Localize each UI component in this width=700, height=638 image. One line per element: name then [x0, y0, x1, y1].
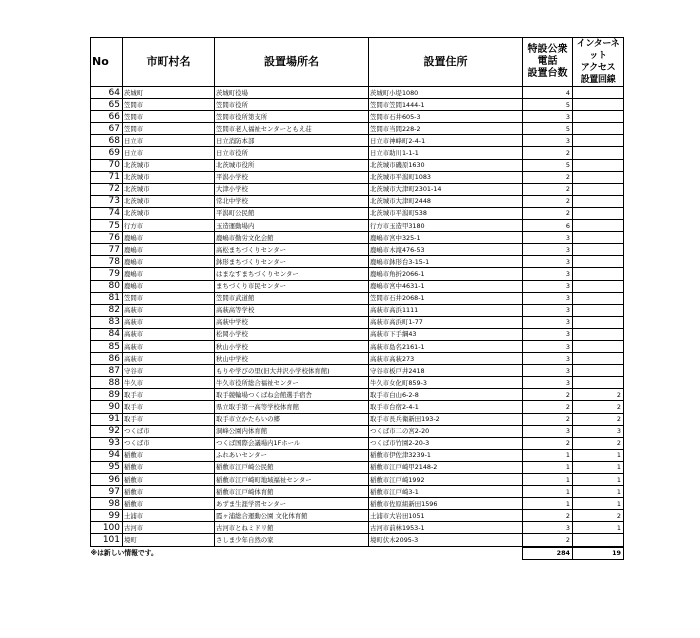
cell-internet-lines: [573, 99, 624, 111]
cell-internet-lines: [573, 123, 624, 135]
cell-city: 北茨城市: [123, 207, 215, 219]
total-phone-count: 284: [523, 547, 573, 560]
cell-place: 高松まちづくりセンター: [215, 244, 369, 256]
cell-place: 高萩高等学校: [215, 304, 369, 316]
cell-city: 境町: [123, 534, 215, 547]
cell-internet-lines: [573, 534, 624, 547]
cell-address: 日立市助川1-1-1: [369, 147, 523, 159]
table-row: [91, 220, 624, 232]
cell-city: 笠間市: [123, 111, 215, 123]
cell-phone-count: 2: [523, 389, 573, 401]
cell-city: 稲敷市: [123, 474, 215, 486]
cell-phone-count: 3: [523, 256, 573, 268]
table-row: [91, 353, 624, 365]
table-row: [91, 449, 624, 461]
cell-internet-lines: [573, 365, 624, 377]
cell-address: 北茨城市磯原1630: [369, 159, 523, 171]
header-phone-count: [523, 38, 573, 87]
cell-no: 70: [91, 159, 123, 171]
header-no: No: [91, 38, 123, 87]
cell-no: 79: [91, 268, 123, 280]
cell-phone-count: 3: [523, 353, 573, 365]
cell-city: 鹿嶋市: [123, 256, 215, 268]
cell-no: 74: [91, 207, 123, 219]
cell-phone-count: 3: [523, 316, 573, 328]
footer-note: ※は新しい情報です。: [90, 549, 158, 558]
cell-no: 90: [91, 401, 123, 413]
cell-city: 日立市: [123, 135, 215, 147]
cell-internet-lines: 3: [573, 425, 624, 437]
table-row: [91, 292, 624, 304]
cell-internet-lines: [573, 159, 624, 171]
cell-internet-lines: [573, 135, 624, 147]
cell-address: 土浦市大岩田1051: [369, 510, 523, 522]
table-row: [91, 159, 624, 171]
table-row: [91, 316, 624, 328]
cell-place: 笠間市老人福祉センターともえ荘: [215, 123, 369, 135]
cell-city: 北茨城市: [123, 183, 215, 195]
cell-address: 鹿嶋市宮中325-1: [369, 232, 523, 244]
cell-internet-lines: [573, 147, 624, 159]
table-row: [91, 377, 624, 389]
cell-city: 稲敷市: [123, 449, 215, 461]
cell-no: 69: [91, 147, 123, 159]
cell-address: 取手市白山6-2-8: [369, 389, 523, 401]
cell-no: 87: [91, 365, 123, 377]
cell-address: 稲敷市伊佐津3239-1: [369, 449, 523, 461]
cell-internet-lines: 2: [573, 389, 624, 401]
cell-address: 高萩市下手綱43: [369, 328, 523, 340]
cell-internet-lines: [573, 256, 624, 268]
cell-address: 稲敷市江戸崎甲2148-2: [369, 461, 523, 473]
cell-phone-count: 2: [523, 147, 573, 159]
cell-no: 84: [91, 328, 123, 340]
table-row: [91, 474, 624, 486]
cell-no: 101: [91, 534, 123, 547]
cell-phone-count: 2: [523, 207, 573, 219]
cell-phone-count: 1: [523, 449, 573, 461]
cell-address: 北茨城市平潟町538: [369, 207, 523, 219]
cell-address: 日立市神峰町2-4-1: [369, 135, 523, 147]
cell-address: 古河市前林1953-1: [369, 522, 523, 534]
cell-internet-lines: 1: [573, 486, 624, 498]
table-header-row: [91, 38, 624, 87]
cell-no: 78: [91, 256, 123, 268]
table-body: [91, 87, 624, 547]
cell-city: 古河市: [123, 522, 215, 534]
cell-address: 高萩市島名2161-1: [369, 340, 523, 352]
cell-place: 大津小学校: [215, 183, 369, 195]
installation-table: [90, 37, 624, 560]
cell-place: さしま少年自然の家: [215, 534, 369, 547]
header-phone-line-1: 特設公衆: [527, 44, 568, 55]
cell-no: 86: [91, 353, 123, 365]
cell-internet-lines: [573, 244, 624, 256]
cell-no: 99: [91, 510, 123, 522]
cell-phone-count: 3: [523, 268, 573, 280]
cell-no: 77: [91, 244, 123, 256]
cell-phone-count: 3: [523, 425, 573, 437]
cell-phone-count: 2: [523, 401, 573, 413]
cell-city: 稲敷市: [123, 486, 215, 498]
cell-no: 80: [91, 280, 123, 292]
table-row: [91, 534, 624, 547]
cell-place: 日立市役所: [215, 147, 369, 159]
cell-address: 稲敷市佐原組新田1596: [369, 498, 523, 510]
cell-no: 93: [91, 437, 123, 449]
cell-no: 98: [91, 498, 123, 510]
cell-address: 笠間市石井2068-1: [369, 292, 523, 304]
cell-address: 北茨城市平潟町1083: [369, 171, 523, 183]
cell-no: 85: [91, 340, 123, 352]
cell-phone-count: 3: [523, 377, 573, 389]
cell-internet-lines: [573, 195, 624, 207]
cell-phone-count: 1: [523, 474, 573, 486]
cell-city: 鹿嶋市: [123, 280, 215, 292]
cell-address: 牛久市女化町859-3: [369, 377, 523, 389]
header-phone-line-3: 設置台数: [527, 68, 568, 79]
table-row: [91, 171, 624, 183]
cell-phone-count: 3: [523, 328, 573, 340]
cell-place: 古河市とねミドリ館: [215, 522, 369, 534]
cell-city: 笠間市: [123, 292, 215, 304]
cell-address: 高萩市高萩273: [369, 353, 523, 365]
cell-address: 茨城町小堤1080: [369, 87, 523, 99]
header-city: 市町村名: [123, 38, 215, 87]
cell-phone-count: 3: [523, 365, 573, 377]
cell-internet-lines: 2: [573, 401, 624, 413]
cell-internet-lines: [573, 377, 624, 389]
cell-place: もりや学びの里(旧大井沢小学校体育館): [215, 365, 369, 377]
table-row: [91, 328, 624, 340]
cell-no: 76: [91, 232, 123, 244]
cell-phone-count: 4: [523, 87, 573, 99]
table-row: [91, 365, 624, 377]
cell-place: 平潟町公民館: [215, 207, 369, 219]
cell-phone-count: 1: [523, 461, 573, 473]
cell-phone-count: 3: [523, 304, 573, 316]
cell-city: 取手市: [123, 401, 215, 413]
table-row: [91, 401, 624, 413]
cell-place: 北茨城市役所: [215, 159, 369, 171]
cell-place: 稲敷市江戸崎町地域福祉センター: [215, 474, 369, 486]
cell-phone-count: 3: [523, 232, 573, 244]
cell-no: 68: [91, 135, 123, 147]
cell-place: 日立消防本部: [215, 135, 369, 147]
cell-no: 94: [91, 449, 123, 461]
table-row: [91, 183, 624, 195]
cell-internet-lines: [573, 268, 624, 280]
table-row: [91, 510, 624, 522]
cell-place: 県立取手第一高等学校体育館: [215, 401, 369, 413]
cell-no: 65: [91, 99, 123, 111]
cell-no: 83: [91, 316, 123, 328]
total-row: [91, 547, 624, 560]
table-row: [91, 232, 624, 244]
cell-city: 鹿嶋市: [123, 232, 215, 244]
cell-place: 取手競輪場つくばね会館選手宿舎: [215, 389, 369, 401]
table-row: [91, 147, 624, 159]
header-internet-lines: [573, 38, 624, 87]
table-row: [91, 304, 624, 316]
cell-phone-count: 3: [523, 522, 573, 534]
cell-city: 守谷市: [123, 365, 215, 377]
table-row: [91, 244, 624, 256]
cell-address: 鹿嶋市木滝476-53: [369, 244, 523, 256]
cell-address: 稲敷市江戸崎1992: [369, 474, 523, 486]
cell-place: 笠間市役所第支所: [215, 111, 369, 123]
cell-city: 稲敷市: [123, 461, 215, 473]
cell-phone-count: 3: [523, 280, 573, 292]
cell-internet-lines: 1: [573, 474, 624, 486]
cell-phone-count: 2: [523, 437, 573, 449]
header-internet-line-2: アクセス: [580, 63, 616, 73]
cell-internet-lines: [573, 232, 624, 244]
cell-address: 境町伏木2095-3: [369, 534, 523, 547]
cell-address: 高萩市高浜1111: [369, 304, 523, 316]
table-row: [91, 280, 624, 292]
cell-no: 64: [91, 87, 123, 99]
cell-no: 91: [91, 413, 123, 425]
cell-place: まちづくり市民センター: [215, 280, 369, 292]
cell-internet-lines: 1: [573, 498, 624, 510]
cell-city: 笠間市: [123, 123, 215, 135]
cell-city: 高萩市: [123, 340, 215, 352]
table-row: [91, 413, 624, 425]
cell-city: 高萩市: [123, 304, 215, 316]
cell-internet-lines: [573, 328, 624, 340]
cell-internet-lines: 1: [573, 522, 624, 534]
header-address: 設置住所: [369, 38, 523, 87]
cell-phone-count: 5: [523, 123, 573, 135]
cell-no: 71: [91, 171, 123, 183]
cell-no: 88: [91, 377, 123, 389]
cell-address: 鹿嶋市鉢形台3-15-1: [369, 256, 523, 268]
table-row: [91, 135, 624, 147]
cell-address: 稲敷市江戸崎3-1: [369, 486, 523, 498]
cell-place: 玉造運動場内: [215, 220, 369, 232]
cell-city: 行方市: [123, 220, 215, 232]
cell-phone-count: 3: [523, 244, 573, 256]
cell-place: ふれあいセンター: [215, 449, 369, 461]
cell-place: 鉢形まちづくりセンター: [215, 256, 369, 268]
cell-address: 鹿嶋市宮中4631-1: [369, 280, 523, 292]
cell-internet-lines: [573, 207, 624, 219]
cell-place: 牛久市役所総合福祉センター: [215, 377, 369, 389]
cell-place: 高萩中学校: [215, 316, 369, 328]
cell-no: 82: [91, 304, 123, 316]
cell-no: 97: [91, 486, 123, 498]
table-row: [91, 87, 624, 99]
cell-place: 洞峰公園内体育館: [215, 425, 369, 437]
table-row: [91, 498, 624, 510]
cell-address: 北茨城市大津町2301-14: [369, 183, 523, 195]
cell-address: つくば市竹園2-20-3: [369, 437, 523, 449]
cell-place: 平潟小学校: [215, 171, 369, 183]
cell-place: 松岡小学校: [215, 328, 369, 340]
cell-internet-lines: [573, 111, 624, 123]
cell-place: 稲敷市江戸崎体育館: [215, 486, 369, 498]
cell-place: 常北中学校: [215, 195, 369, 207]
cell-city: 北茨城市: [123, 171, 215, 183]
cell-address: 取手市長兵衛新田193-2: [369, 413, 523, 425]
cell-place: 笠間市役所: [215, 99, 369, 111]
cell-city: 牛久市: [123, 377, 215, 389]
cell-no: 96: [91, 474, 123, 486]
cell-place: あずま生涯学習センター: [215, 498, 369, 510]
cell-internet-lines: [573, 171, 624, 183]
cell-phone-count: 2: [523, 510, 573, 522]
table-row: [91, 195, 624, 207]
cell-phone-count: 3: [523, 340, 573, 352]
cell-city: 鹿嶋市: [123, 268, 215, 280]
cell-phone-count: 5: [523, 159, 573, 171]
cell-place: 秋山小学校: [215, 340, 369, 352]
table-row: [91, 111, 624, 123]
cell-city: 高萩市: [123, 328, 215, 340]
header-internet-line-3: 設置回線: [580, 75, 616, 85]
cell-city: 取手市: [123, 413, 215, 425]
cell-place: 鹿嶋市勤労文化会館: [215, 232, 369, 244]
cell-phone-count: 1: [523, 498, 573, 510]
cell-phone-count: 3: [523, 111, 573, 123]
table-row: [91, 437, 624, 449]
cell-place: 茨城町役場: [215, 87, 369, 99]
cell-phone-count: 6: [523, 220, 573, 232]
cell-address: 笠間市笠間1444-1: [369, 99, 523, 111]
cell-place: 稲敷市江戸崎公民館: [215, 461, 369, 473]
table-row: [91, 207, 624, 219]
cell-address: 北茨城市大津町2448: [369, 195, 523, 207]
cell-city: 笠間市: [123, 99, 215, 111]
cell-no: 73: [91, 195, 123, 207]
table-row: [91, 268, 624, 280]
cell-address: 笠間市当間228-2: [369, 123, 523, 135]
cell-address: 鹿嶋市角折2066-1: [369, 268, 523, 280]
cell-city: 茨城町: [123, 87, 215, 99]
cell-no: 72: [91, 183, 123, 195]
cell-city: 鹿嶋市: [123, 244, 215, 256]
table-row: [91, 340, 624, 352]
table-row: [91, 461, 624, 473]
installation-list-sheet: [90, 37, 624, 560]
cell-no: 66: [91, 111, 123, 123]
cell-address: 笠間市石井605-3: [369, 111, 523, 123]
cell-city: つくば市: [123, 425, 215, 437]
table-row: [91, 425, 624, 437]
cell-internet-lines: [573, 340, 624, 352]
cell-place: つくば国際会議場内1Fホール: [215, 437, 369, 449]
cell-phone-count: 2: [523, 171, 573, 183]
table-row: [91, 389, 624, 401]
cell-phone-count: 5: [523, 99, 573, 111]
table-row: [91, 522, 624, 534]
cell-internet-lines: 2: [573, 510, 624, 522]
cell-no: 67: [91, 123, 123, 135]
cell-address: 守谷市板戸井2418: [369, 365, 523, 377]
cell-city: 北茨城市: [123, 159, 215, 171]
cell-internet-lines: [573, 183, 624, 195]
cell-no: 81: [91, 292, 123, 304]
cell-internet-lines: [573, 220, 624, 232]
cell-no: 95: [91, 461, 123, 473]
cell-city: 土浦市: [123, 510, 215, 522]
cell-no: 100: [91, 522, 123, 534]
cell-address: 取手市台宿2-4-1: [369, 401, 523, 413]
cell-city: 稲敷市: [123, 498, 215, 510]
cell-phone-count: 1: [523, 486, 573, 498]
cell-internet-lines: 1: [573, 461, 624, 473]
cell-place: 笠間市武道館: [215, 292, 369, 304]
cell-internet-lines: [573, 304, 624, 316]
table-row: [91, 99, 624, 111]
header-phone-line-2: 電話: [537, 56, 558, 67]
cell-internet-lines: 1: [573, 449, 624, 461]
cell-place: 霞ヶ浦総合運動公園 文化体育館: [215, 510, 369, 522]
cell-internet-lines: 2: [573, 437, 624, 449]
cell-address: 行方市玉造甲3180: [369, 220, 523, 232]
cell-place: 秋山中学校: [215, 353, 369, 365]
cell-no: 89: [91, 389, 123, 401]
cell-city: つくば市: [123, 437, 215, 449]
cell-phone-count: 2: [523, 195, 573, 207]
cell-phone-count: 3: [523, 292, 573, 304]
cell-no: 75: [91, 220, 123, 232]
cell-city: 北茨城市: [123, 195, 215, 207]
cell-place: 取手市立かたらいの郷: [215, 413, 369, 425]
cell-internet-lines: [573, 280, 624, 292]
table-row: [91, 256, 624, 268]
cell-phone-count: 3: [523, 135, 573, 147]
cell-city: 高萩市: [123, 353, 215, 365]
cell-phone-count: 2: [523, 534, 573, 547]
cell-internet-lines: [573, 292, 624, 304]
table-row: [91, 123, 624, 135]
cell-address: 高萩市高浜町1-77: [369, 316, 523, 328]
cell-no: 92: [91, 425, 123, 437]
header-place: 設置場所名: [215, 38, 369, 87]
table-row: [91, 486, 624, 498]
cell-internet-lines: 2: [573, 413, 624, 425]
cell-phone-count: 2: [523, 413, 573, 425]
cell-city: 高萩市: [123, 316, 215, 328]
header-internet-line-1: インターネット: [576, 39, 620, 61]
cell-place: はまなすまちづくりセンター: [215, 268, 369, 280]
total-internet-lines: 19: [573, 547, 624, 560]
cell-address: つくば市二の宮2-20: [369, 425, 523, 437]
cell-city: 取手市: [123, 389, 215, 401]
cell-city: 日立市: [123, 147, 215, 159]
cell-phone-count: 2: [523, 183, 573, 195]
cell-internet-lines: [573, 87, 624, 99]
cell-internet-lines: [573, 353, 624, 365]
cell-internet-lines: [573, 316, 624, 328]
